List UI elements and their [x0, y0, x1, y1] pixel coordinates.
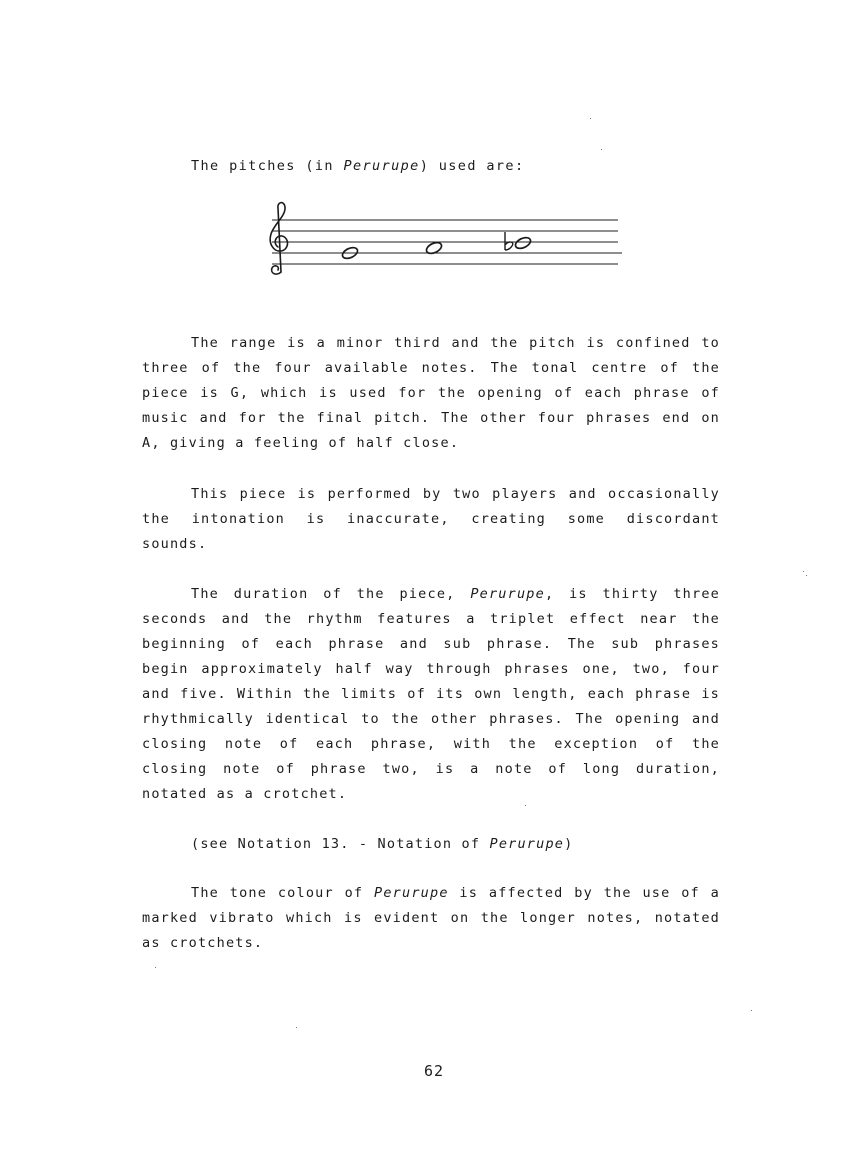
- scan-speck: [803, 571, 804, 572]
- scan-speck: [751, 1010, 752, 1011]
- paragraph-tone-colour-title: Perurupe: [374, 885, 449, 901]
- notation-reference-text-b: ): [564, 836, 574, 852]
- paragraph-tone-colour-text-a: The tone colour of: [191, 885, 375, 901]
- paragraph-tone-colour: [142, 881, 720, 956]
- notation-reference-title: Perurupe: [489, 836, 565, 852]
- intro-text-after: ) used are:: [419, 158, 525, 174]
- paragraph-tone-colour-text-b: is affected by the use of a marked vibrato which is evident on the longer notes, notated as crotchets.: [142, 885, 720, 951]
- paragraph-duration: [142, 582, 720, 807]
- pitches-intro-line: [191, 158, 525, 174]
- paragraph-performers: [142, 482, 720, 557]
- scan-speck: [590, 118, 591, 119]
- scan-speck: [296, 1027, 297, 1028]
- scan-speck: [601, 149, 602, 150]
- paragraph-range-text: The range is a minor third and the pitch is confined to three of the four available notes. The tonal centre of the piece is G, which is used for the opening of each phrase of music and for the final pitch. The other four phrases end on A, giving a feeling of half close.: [142, 335, 720, 451]
- paragraph-duration-text-a: The duration of the piece,: [191, 586, 471, 602]
- notation-reference-text-a: (see Notation 13. - Notation of: [191, 836, 490, 852]
- scan-speck: [806, 575, 807, 576]
- page-number: 62: [423, 1062, 445, 1080]
- paragraph-range: [142, 331, 720, 456]
- scan-speck: [155, 967, 156, 968]
- note-b-flat-icon: [514, 235, 532, 250]
- flat-sign-icon: [505, 232, 513, 250]
- scan-speck: [525, 805, 526, 806]
- intro-piece-title: Perurupe: [343, 158, 420, 174]
- paragraph-duration-text-b: , is thirty three seconds and the rhythm features a triplet effect near the beginning of each phrase and sub phrase. The sub phrases begin approximately half way through phrases one, two, four and five. Within the limits of its own length, each phrase is rhythmically identical to the other phrases. The opening and closing note of each phrase, with the exception of the closing note of phrase two, is a note of long duration, notated as a crotchet.: [142, 586, 720, 802]
- paragraph-duration-title: Perurupe: [470, 586, 545, 602]
- notation-reference: [191, 832, 573, 857]
- intro-text-before: The pitches (in: [191, 158, 344, 174]
- treble-clef-icon: [270, 203, 287, 275]
- paragraph-performers-text: This piece is performed by two players and occasionally the intonation is inaccurate, creating some discordant sounds.: [142, 486, 720, 552]
- pitch-staff-notation: [262, 198, 622, 284]
